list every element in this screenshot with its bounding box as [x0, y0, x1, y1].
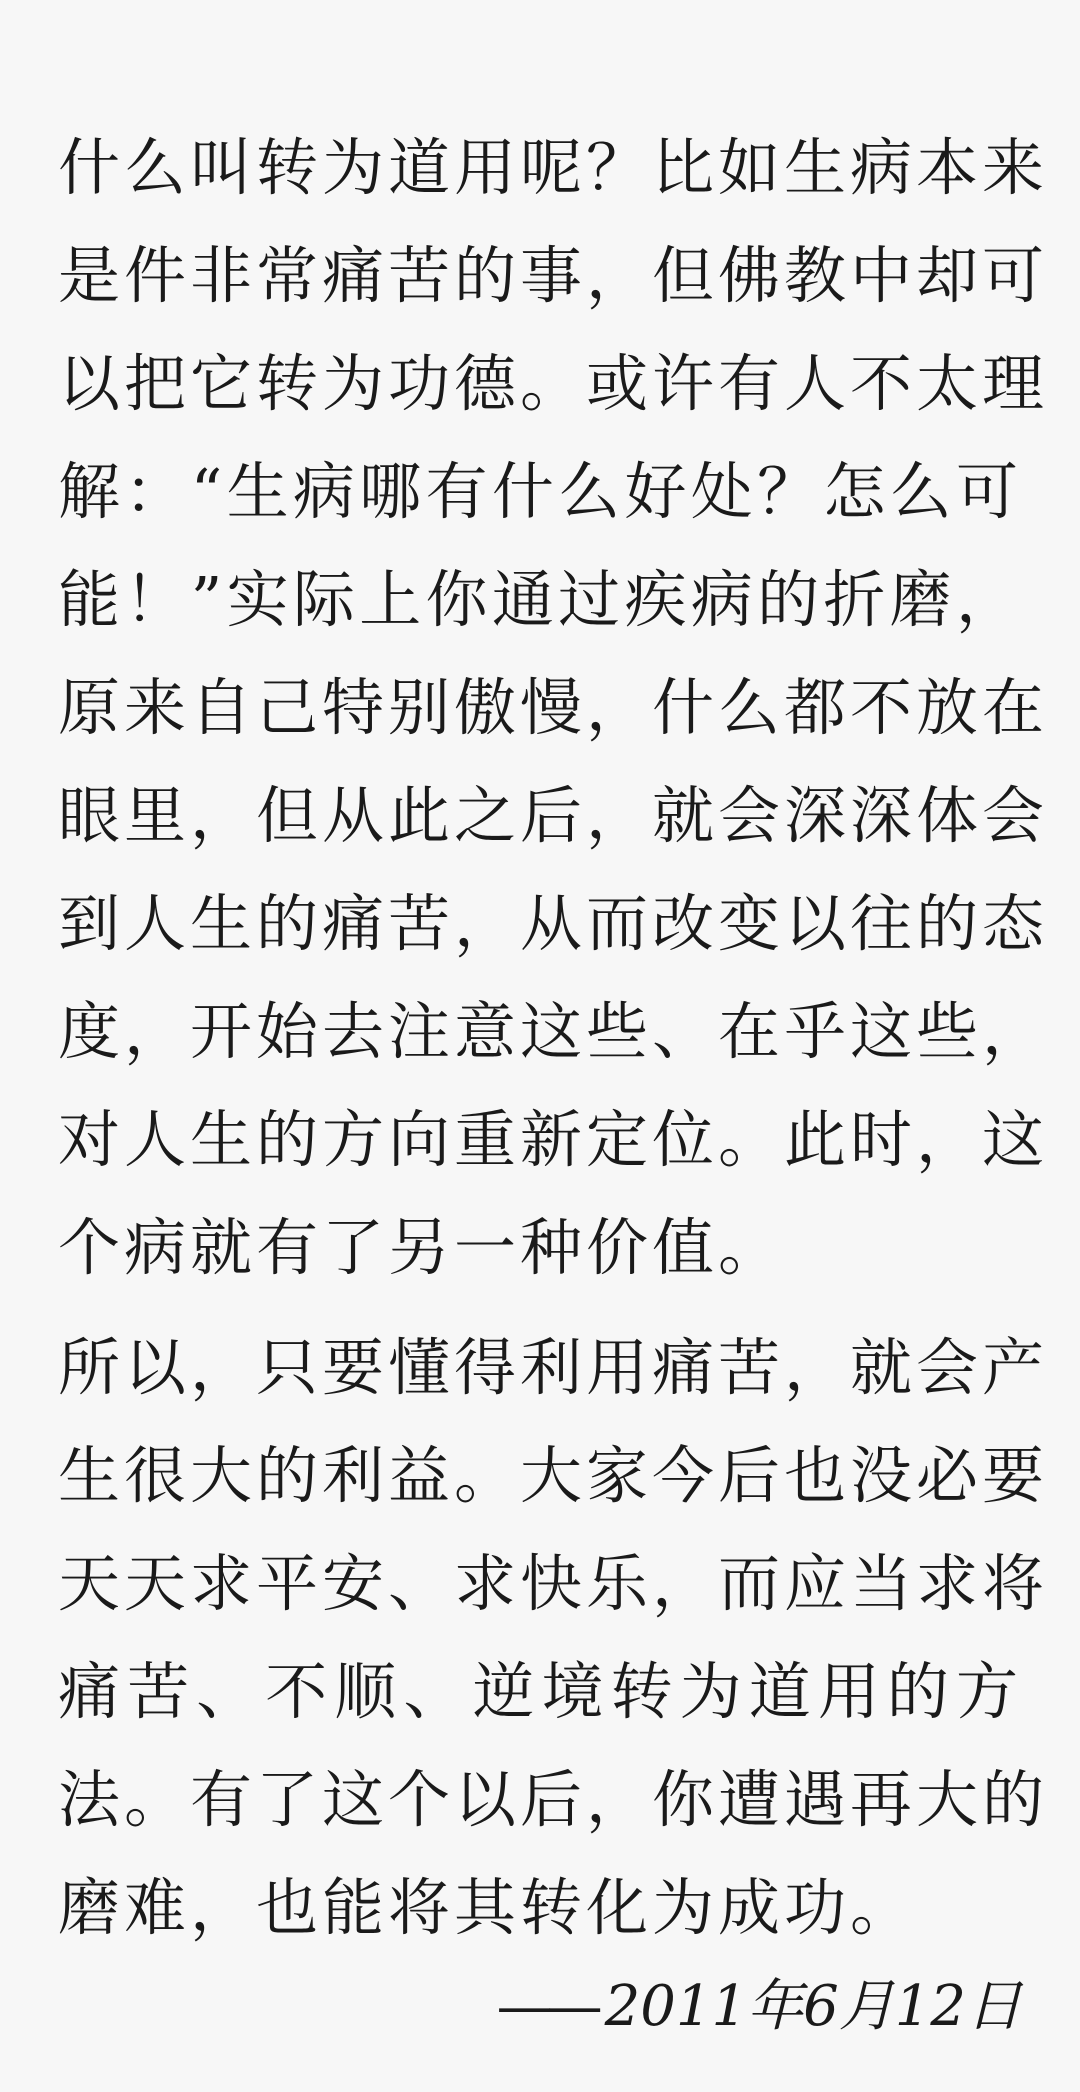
text-line: 磨难，也能将其转化为成功。 [58, 1871, 917, 1944]
text-line: 所以，只要懂得利用痛苦，就会产 [58, 1331, 1049, 1404]
text-line: 是件非常痛苦的事，但佛教中却可 [58, 239, 1049, 312]
date-text: 2011年6月12日 [604, 1974, 1022, 2039]
text-line: 什么叫转为道用呢？比如生病本来 [58, 131, 1049, 204]
text-line: 生很大的利益。大家今后也没必要 [58, 1439, 1049, 1512]
text-line: 对人生的方向重新定位。此时，这 [58, 1103, 1049, 1176]
text-line: 解：“生病哪有什么好处？怎么可 [58, 455, 1022, 528]
text-line: 眼里，但从此之后，就会深深体会 [58, 779, 1049, 852]
text-line: 原来自己特别傲慢，什么都不放在 [58, 671, 1049, 744]
text-line: 能！”实际上你通过疾病的折磨， [58, 563, 1022, 636]
text-line: 法。有了这个以后，你遭遇再大的 [58, 1763, 1049, 1836]
text-line: 以把它转为功德。或许有人不太理 [58, 347, 1049, 420]
signature-dash: —— [496, 1974, 597, 2039]
text-line: 痛苦、不顺、逆境转为道用的方 [58, 1655, 1022, 1728]
text-line: 到人生的痛苦，从而改变以往的态 [58, 887, 1049, 960]
text-line: 个病就有了另一种价值。 [58, 1211, 785, 1284]
text-line: 天天求平安、求快乐，而应当求将 [58, 1547, 1049, 1620]
signature-date [497, 1972, 1022, 2042]
text-line: 度，开始去注意这些、在乎这些， [58, 995, 1049, 1068]
